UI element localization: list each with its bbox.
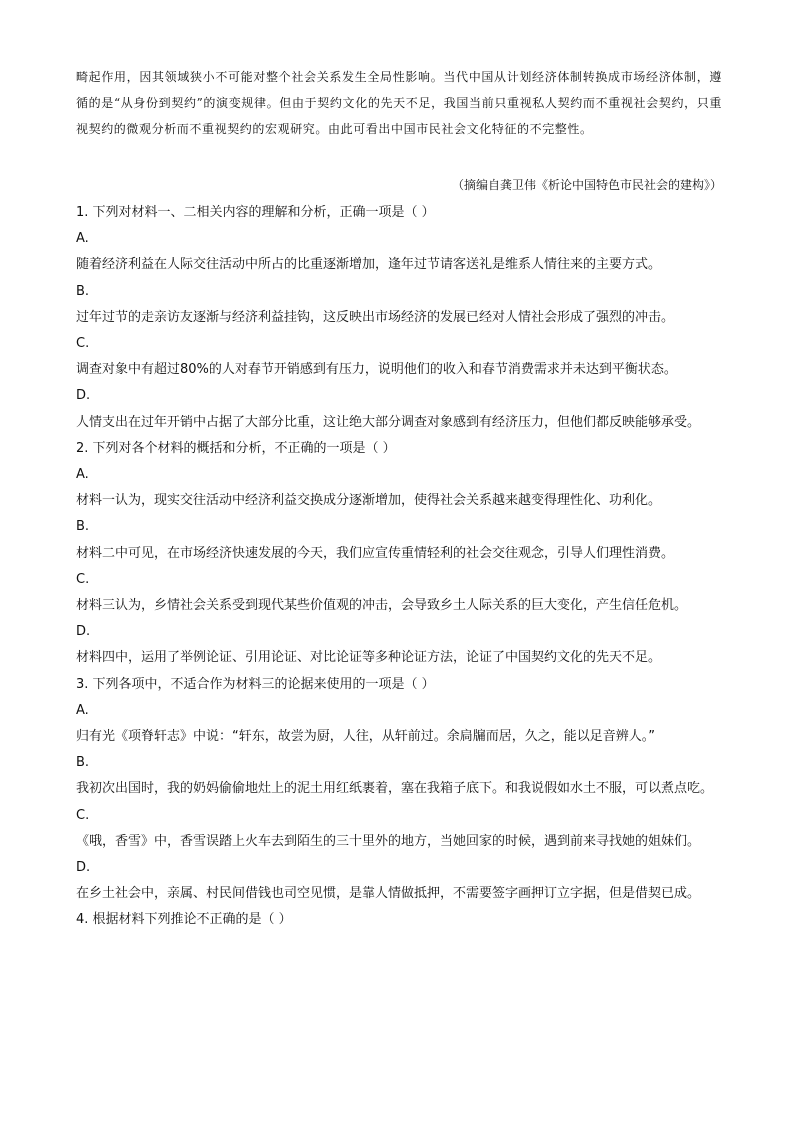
option-text-b: 材料二中可见，在市场经济快速发展的今天，我们应宣传重情轻利的社会交往观念，引导人们理性消费。 (76, 545, 675, 561)
option-text-c: 材料三认为，乡情社会关系受到现代某些价值观的冲击，会导致乡土人际关系的巨大变化，产生信任危机。 (76, 598, 688, 614)
passage-text: 畸起作用，因其领域狭小不可能对整个社会关系发生全局性影响。当代中国从计划经济体制转换成市场经济体制，遵循的是“从身份到契约”的演变规律。但由于契约文化的先天不足，我国当前只重视私人契约而不重视社会契约，只重视契约的微观分析而不重视契约的宏观研究。由此可看出中国市民社会文化特征的不完整性。 (76, 70, 722, 136)
option-letter-d: D. (76, 388, 91, 404)
question-4 (76, 907, 722, 933)
option-text-b: 我初次出国时，我的奶妈偷偷地灶上的泥土用红纸裹着，塞在我箱子底下。和我说假如水土不服，可以煮点吃。 (76, 781, 714, 797)
question-list (76, 200, 722, 934)
question-stem: 2. 下列对各个材料的概括和分析，不正确的一项是（ ） (76, 440, 396, 456)
question-3 (76, 672, 722, 908)
option-letter-b: B. (76, 519, 90, 535)
option-letter-d: D. (76, 860, 91, 876)
option-text-a: 归有光《项脊轩志》中说：“轩东，故尝为厨，人往，从轩前过。余扃牖而居，久之，能以足音辨人。” (76, 729, 655, 745)
option-letter-a: A. (76, 702, 89, 718)
passage-source: （摘编自龚卫伟《析论中国特色市民社会的建构》） (451, 178, 722, 192)
option-letter-a: A. (76, 467, 89, 483)
passage-excerpt (76, 64, 722, 142)
option-text-c: 《哦，香雪》中，香雪误踏上火车去到陌生的三十里外的地方，当她回家的时候，遇到前来寻找她的姐妹们。 (76, 833, 701, 849)
question-stem: 3. 下列各项中，不适合作为材料三的论据来使用的一项是（ ） (76, 676, 435, 692)
option-letter-d: D. (76, 624, 91, 640)
question-2 (76, 436, 722, 672)
option-text-d: 在乡土社会中，亲属、村民间借钱也司空见惯，是靠人情做抵押，不需要签字画押订立字据，但是借契已成。 (76, 886, 701, 902)
option-letter-b: B. (76, 755, 90, 771)
option-text-b: 过年过节的走亲访友逐渐与经济利益挂钩，这反映出市场经济的发展已经对人情社会形成了强烈的冲击。 (76, 309, 675, 325)
option-text-a: 随着经济利益在人际交往活动中所占的比重逐渐增加，逢年过节请客送礼是维系人情往来的主要方式。 (76, 257, 662, 273)
option-letter-c: C. (76, 571, 90, 587)
question-1 (76, 200, 722, 436)
option-text-a: 材料一认为，现实交往活动中经济利益交换成分逐渐增加，使得社会关系越来越变得理性化、功利化。 (76, 493, 662, 509)
question-stem: 1. 下列对材料一、二相关内容的理解和分析，正确一项是（ ） (76, 205, 435, 220)
option-text-c: 调查对象中有超过80%的人对春节开销感到有压力，说明他们的收入和春节消费需求并未达到平衡状态。 (76, 362, 677, 378)
option-letter-b: B. (76, 283, 90, 299)
question-stem: 4. 根据材料下列推论不正确的是（ ） (76, 912, 292, 928)
option-letter-c: C. (76, 336, 90, 352)
option-text-d: 材料四中，运用了举例论证、引用论证、对比论证等多种论证方法，论证了中国契约文化的先天不足。 (76, 650, 662, 666)
option-letter-c: C. (76, 807, 90, 823)
option-text-d: 人情支出在过年开销中占据了大部分比重，这让绝大部分调查对象感到有经济压力，但他们都反映能够承受。 (76, 414, 701, 430)
option-letter-a: A. (76, 231, 89, 247)
